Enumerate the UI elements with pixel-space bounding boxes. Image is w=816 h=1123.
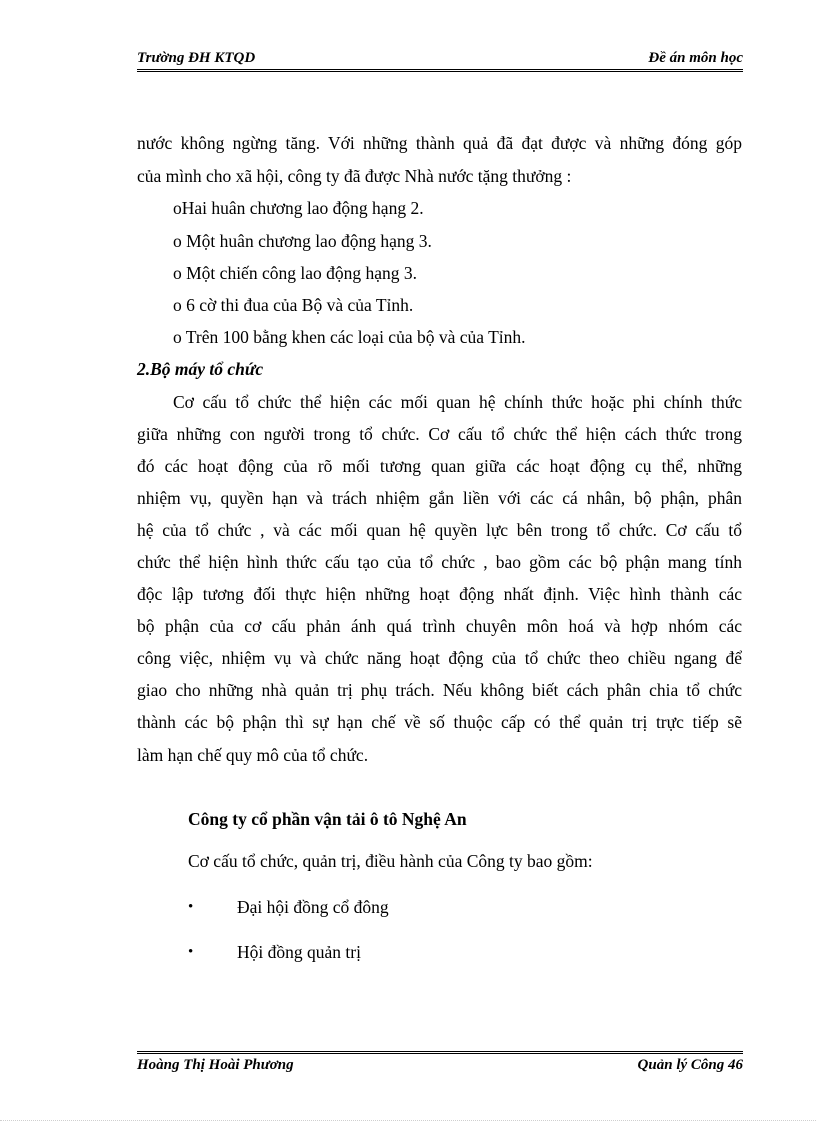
award-item: o 6 cờ thi đua của Bộ và của Tỉnh.	[173, 295, 414, 315]
structure-intro: Cơ cấu tổ chức, quản trị, điều hành của Công ty bao gồm:	[188, 851, 593, 871]
paragraph-line: nhiệm vụ, quyền hạn và trách nhiệm gắn liền với các cá nhân, bộ phận, phân	[137, 488, 742, 508]
list-item-label: Hội đồng quản trị	[237, 942, 361, 962]
bullet-icon: •	[188, 944, 194, 960]
paragraph-line: công việc, nhiệm vụ và chức năng hoạt động của tổ chức theo chiều ngang để	[137, 648, 742, 668]
page-edge-divider	[0, 1120, 816, 1121]
award-item: o Trên 100 bằng khen các loại của bộ và của Tỉnh.	[173, 327, 526, 347]
award-item: o Một huân chương lao động hạng 3.	[173, 231, 432, 251]
header-school: Trường ĐH KTQD	[137, 50, 256, 66]
paragraph-line: làm hạn chế quy mô của tổ chức.	[137, 745, 369, 765]
paragraph-line: giữa những con người trong tổ chức. Cơ cấu tổ chức thể hiện cách thức trong	[137, 424, 742, 444]
paragraph-line: hệ của tổ chức , và các mối quan hệ quyền lực bên trong tổ chức. Cơ cấu tổ	[137, 520, 742, 540]
intro-line-1: nước không ngừng tăng. Với những thành quả đã đạt được và những đóng góp	[137, 133, 742, 153]
paragraph-line: đó các hoạt động của rõ mối tương quan giữa các hoạt động cụ thể, những	[137, 456, 742, 476]
award-item: o Một chiến công lao động hạng 3.	[173, 263, 417, 283]
header-doc-type: Đề án môn học	[648, 50, 743, 66]
paragraph-line: chức thể hiện hình thức cấu tạo của tổ chức , bao gồm các bộ phận mang tính	[137, 552, 742, 572]
paragraph-line: Cơ cấu tổ chức thể hiện các mối quan hệ chính thức hoặc phi chính thức	[173, 392, 742, 412]
company-title: Công ty cổ phần vận tải ô tô Nghệ An	[188, 809, 467, 829]
list-item-label: Đại hội đồng cổ đông	[237, 897, 389, 917]
footer-rule	[137, 1051, 743, 1054]
paragraph-line: thành các bộ phận thì sự hạn chế về số thuộc cấp có thể quản trị trực tiếp sẽ	[137, 712, 742, 732]
award-item: oHai huân chương lao động hạng 2.	[173, 198, 424, 218]
intro-line-2: của mình cho xã hội, công ty đã được Nhà nước tặng thưởng :	[137, 166, 572, 186]
paragraph-line: bộ phận của cơ cấu phản ánh quá trình chuyên môn hoá và hợp nhóm các	[137, 616, 742, 636]
section-heading: 2.Bộ máy tổ chức	[137, 359, 264, 379]
header-rule	[137, 69, 743, 72]
footer-course: Quản lý Công 46	[637, 1057, 743, 1073]
page-footer	[137, 1057, 743, 1079]
paragraph-line: độc lập tương đối thực hiện những hoạt động nhất định. Việc hình thành các	[137, 584, 742, 604]
footer-author: Hoàng Thị Hoài Phương	[137, 1057, 294, 1073]
paragraph-line: giao cho những nhà quản trị phụ trách. Nếu không biết cách phân chia tổ chức	[137, 680, 742, 700]
bullet-icon: •	[188, 899, 194, 915]
